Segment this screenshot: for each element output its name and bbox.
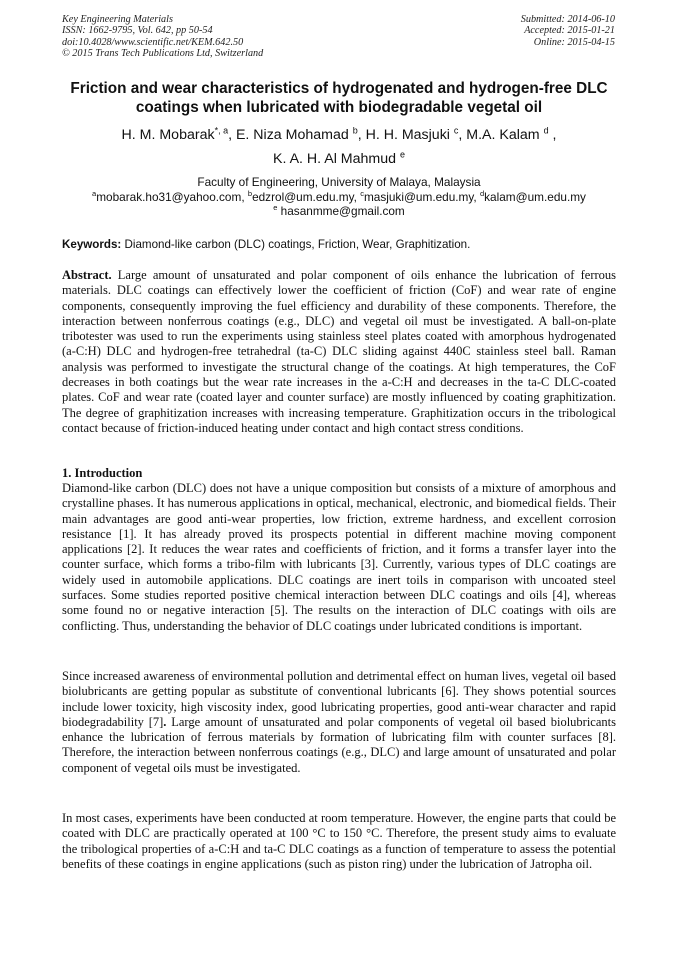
section-heading-introduction: 1. Introduction (62, 466, 143, 480)
author-affil-mark: d (543, 125, 549, 136)
email-separator: , (241, 189, 248, 204)
intro-paragraph-2-part-a: Since increased awareness of environmental pollution and detrimental effect on human lives, vegetal oil based biolubricants are getting popular as substitute of conventional lubricants [6]. They shows potential sources include lower toxicity, high viscosity index, good lubricating properties, good anti-wear character and rapid biodegradability [7] (62, 669, 616, 729)
email-separator: , (473, 189, 480, 204)
email-line-1 (62, 190, 616, 205)
email-mark: d (479, 188, 485, 198)
author-line-1 (62, 124, 616, 148)
issn-line: ISSN: 1662-9795, Vol. 642, pp 50-54 (62, 25, 213, 37)
abstract-text: Large amount of unsaturated and polar component of oils enhance the lubrication of ferrous materials. DLC coatings can effectively lower the coefficient of friction (CoF) and wear rate of engine components, consequently improving the fuel efficiency and durability of these components. Therefore, the interaction between nonferrous coatings (e.g., DLC) and vegetal oil must be investigated. A ball-on-plate tribotester was used to run the experiments using stainless steel plates coated with amorphous hydrogenated (a-C:H) DLC and hydrogen-free tetrahedral (ta-C) DLC sliding against 440C stainless steel ball. Raman analysis was performed to investigate the structural change of the coatings. At high temperatures, the CoF decreases in both coatings but the wear rate increases in the a-C:H and decreases in the ta-C DLC-coated plates. CoF and wear rate (coated layer and counter surface) are mostly influenced by coating graphitization. The degree of graphitization increases with increasing temperature. Graphitization occurs in the tribological contact because of friction-induced heating under contact and high contact stress conditions. (62, 268, 617, 435)
intro-paragraph-2-part-b: Large amount of unsaturated and polar components of vegetal oil based biolubricants enhance the lubrication of ferrous materials by formation of lubricating film with counter surfaces [8]. Therefore, the interaction between nonferrous coatings (e.g., DLC) and large amount of unsaturated and polar component of vegetal oils must be investigated. (62, 714, 616, 775)
abstract-label: Abstract. (62, 268, 112, 282)
author-name: , E. Niza Mohamad (228, 127, 349, 143)
email-mark: b (247, 188, 253, 198)
author-affil-mark: b (352, 125, 358, 136)
email-link[interactable]: hasanmme@gmail.com (280, 204, 405, 218)
email-mark: c (360, 188, 364, 198)
copyright-line: © 2015 Trans Tech Publications Ltd, Switzerland (62, 47, 264, 59)
intro-paragraph-1: Diamond-like carbon (DLC) does not have a unique composition but consists of a mixture of amorphous and crystalline phases. It has numerous applications in optical, mechanical, electronic, and biomedical fields. Their main advantages are good anti-wear properties, low friction, extreme hardness, and excellent corrosion resistance [1]. It has already proved its prospects potential in different machine moving component applications [2]. It reduces the wear rates and coefficients of friction, and it forms a transfer layer into the counter surface, which forms a tribo-film with lubricants [3]. Currently, various types of DLC coatings are widely used in automobile applications. DLC coatings are inert toils in comparison with uncoated steel surfaces. Some studies reported positive chemical interaction between DLC coatings and oils [4], whereas some found no or negative interaction [5]. The results on the interaction of DLC coatings with oils are conflicting. Thus, understanding the behavior of DLC coatings under lubricated conditions is important. (62, 481, 616, 633)
author-list (62, 124, 616, 171)
email-link[interactable]: edzrol@um.edu.my (252, 189, 354, 204)
institution: Faculty of Engineering, University of Malaya, Malaysia (197, 175, 481, 189)
email-link[interactable]: mobarak.ho31@yahoo.com (96, 189, 242, 204)
abstract (62, 268, 616, 436)
journal-info (62, 14, 263, 59)
author-affil-mark: c (453, 125, 459, 136)
paper-title: Friction and wear characteristics of hydrogenated and hydrogen-free DLC coatings when lubricated with biodegradable vegetal oil (70, 80, 608, 116)
author-name: K. A. H. Al Mahmud (273, 150, 397, 167)
author-name: , M.A. Kalam (458, 127, 540, 143)
intro-paragraph-2-bold-period: . (163, 714, 167, 729)
keywords-text: Diamond-like carbon (DLC) coatings, Friction, Wear, Graphitization. (124, 238, 471, 251)
intro-paragraph-3: In most cases, experiments have been conducted at room temperature. However, the engine parts that could be coated with DLC are practically operated at 100 °C to 150 °C. Therefore, the present study aims to evaluate the tribological properties of a-C:H and ta-C DLC coatings as a function of temperature to assess the potential benefits of these coatings in engine applications (such as piston ring) under the lubrication of Jatropha oil. (62, 811, 616, 871)
email-link[interactable]: kalam@um.edu.my (484, 189, 586, 204)
author-affil-mark: *, a (214, 125, 229, 136)
author-affil-mark: e (399, 148, 405, 159)
author-name: H. M. Mobarak (121, 127, 215, 143)
affiliation-block (62, 175, 616, 219)
submitted-date: Submitted: 2014-06-10 (520, 14, 615, 25)
email-mark: e (273, 203, 278, 213)
journal-name: Key Engineering Materials (62, 14, 173, 25)
keywords (62, 238, 616, 252)
email-line-2 (62, 204, 616, 219)
email-link[interactable]: masjuki@um.edu.my (363, 189, 474, 204)
submission-dates (521, 14, 615, 48)
author-separator: , (548, 127, 557, 143)
author-line-2 (62, 148, 616, 172)
keywords-label: Keywords: (62, 238, 122, 251)
author-name: , H. H. Masjuki (357, 127, 450, 143)
online-date: Online: 2015-04-15 (533, 36, 615, 48)
email-mark: a (92, 188, 97, 198)
intro-paragraph-2 (62, 669, 616, 776)
email-separator: , (353, 189, 361, 204)
doi-line: doi:10.4028/www.scientific.net/KEM.642.50 (62, 36, 244, 48)
accepted-date: Accepted: 2015-01-21 (524, 25, 615, 37)
